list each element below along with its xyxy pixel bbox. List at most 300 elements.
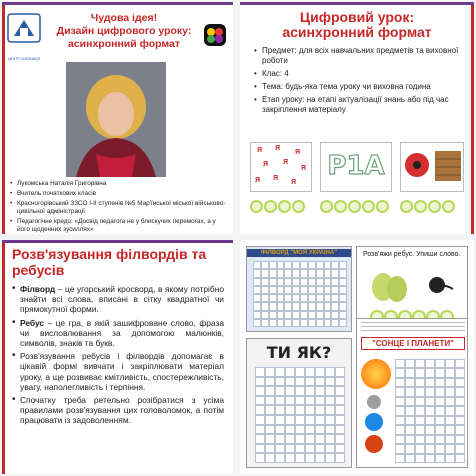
- grid-cell: [295, 425, 305, 435]
- grid-cell: [405, 359, 415, 368]
- grid-cell: [339, 311, 347, 319]
- definition: – це угорський кросворд, в якому потрібно знайти всі слова, вписані в сітку квадратної чи прямокутної форми.: [20, 284, 224, 315]
- grid-cell: [261, 311, 269, 319]
- title-line-3: асинхронний формат: [67, 38, 180, 50]
- grid-cell: [261, 278, 269, 286]
- grid-cell: [315, 367, 325, 377]
- grid-cell: [339, 294, 347, 302]
- grid-cell: [445, 435, 455, 444]
- grid-cell: [277, 278, 285, 286]
- grid-cell: [395, 368, 405, 377]
- grid-cell: [425, 406, 435, 415]
- grid-cell: [331, 286, 339, 294]
- grid-cell: [300, 261, 308, 269]
- top-bar: [2, 2, 233, 5]
- grid-cell: [275, 434, 285, 444]
- grid-cell: [315, 377, 325, 387]
- grid-cell: [292, 294, 300, 302]
- grid-cell: [292, 311, 300, 319]
- slide-title: Розв'язування філвордів та ребусів: [12, 246, 207, 278]
- grid-cell: [445, 359, 455, 368]
- grid-cell: [292, 286, 300, 294]
- slide-intro: [2, 2, 233, 234]
- title-line-1: Цифровий урок:: [299, 9, 415, 25]
- grid-cell: [445, 425, 455, 434]
- grid-cell: [405, 454, 415, 463]
- grid-cell: [255, 425, 265, 435]
- grid-cell: [315, 405, 325, 415]
- grid-cell: [292, 319, 300, 327]
- rebus-title: Розв'яжи ребус. Упиши слово.: [363, 251, 461, 258]
- grid-cell: [425, 425, 435, 434]
- grid-cell: [405, 406, 415, 415]
- grid-cell: [253, 311, 261, 319]
- grid-cell: [325, 396, 335, 406]
- grid-cell: [255, 405, 265, 415]
- grid-cell: [405, 378, 415, 387]
- answer-cell: [428, 200, 441, 213]
- grid-cell: [305, 396, 315, 406]
- grid-cell: [308, 302, 316, 310]
- grid-cell: [255, 367, 265, 377]
- grid-cell: [316, 319, 324, 327]
- grid-cell: [435, 425, 445, 434]
- grid-cell: [455, 435, 465, 444]
- paragraph-text: Спочатку треба ретельно розібратися з усіма правилами розв'язування цих головоломок, а потім працювати із задоволенням.: [20, 395, 224, 426]
- grid-cell: [395, 454, 405, 463]
- teacher-photo: [66, 62, 166, 177]
- grid-cell: [324, 311, 332, 319]
- logo-caption: ЦЕНТР ЗАЛІЗНИЦЯ: [8, 57, 40, 61]
- grid-cell: [435, 378, 445, 387]
- grid-cell: [335, 434, 345, 444]
- grid-cell: [425, 435, 435, 444]
- grid-cell: [455, 378, 465, 387]
- grid-cell: [284, 311, 292, 319]
- grid-cell: [255, 415, 265, 425]
- grid-cell: [292, 261, 300, 269]
- grid-cell: [455, 387, 465, 396]
- answer-cell: [320, 200, 333, 213]
- grid-cell: [405, 435, 415, 444]
- grid-cell: [277, 261, 285, 269]
- grid-cell: [425, 444, 435, 453]
- grid-cell: [316, 278, 324, 286]
- grid-cell: [284, 261, 292, 269]
- grid-cell: [339, 261, 347, 269]
- grid-cell: [316, 269, 324, 277]
- puzzle-letter: Я: [301, 165, 307, 172]
- teacher-school: • Красногорівський ЗЗСО І-ІІ ступенів №5 Мар'їнської міської військово-цивільної адміністрації: [10, 200, 228, 216]
- grid-cell: [316, 261, 324, 269]
- grid-cell: [265, 453, 275, 463]
- grid-cell: [308, 261, 316, 269]
- grid-cell: [335, 396, 345, 406]
- grid-cell: [295, 444, 305, 454]
- puzzle-letter: Я: [291, 179, 297, 186]
- grid-cell: [455, 416, 465, 425]
- filvord-ukraine: [246, 246, 352, 332]
- grid-cell: [295, 415, 305, 425]
- grid-cell: [455, 359, 465, 368]
- grid-cell: [265, 367, 275, 377]
- grid-cell: [275, 386, 285, 396]
- grid-cell: [261, 261, 269, 269]
- grid-cell: [269, 278, 277, 286]
- grid-cell: [285, 405, 295, 415]
- grid-cell: [285, 377, 295, 387]
- grid-cell: [255, 453, 265, 463]
- grid-cell: [325, 434, 335, 444]
- grid-cell: [255, 434, 265, 444]
- grid-cell: [316, 294, 324, 302]
- grid-cell: [277, 286, 285, 294]
- definition: – це гра, в якій зашифроване слово, фраза чи висловлювання за допомогою малюнків, символів, знаків та букв.: [20, 317, 224, 349]
- grid-cell: [425, 368, 435, 377]
- grid-cell: [425, 454, 435, 463]
- grid-cell: [275, 444, 285, 454]
- sun-planets-filvord: [356, 318, 468, 468]
- grid-cell: [284, 269, 292, 277]
- grid-cell: [415, 359, 425, 368]
- grid-cell: [325, 386, 335, 396]
- lesson-topic: • Тема: будь-яка тема уроку чи виховна година: [254, 82, 464, 92]
- answer-cell: [250, 200, 263, 213]
- grid-cell: [285, 396, 295, 406]
- grid-cell: [305, 377, 315, 387]
- grid-cell: [455, 406, 465, 415]
- grid-cell: [455, 397, 465, 406]
- grid-cell: [331, 319, 339, 327]
- grid-cell: [305, 444, 315, 454]
- grid-cell: [331, 261, 339, 269]
- grid-cell: [295, 434, 305, 444]
- grid-cell: [255, 396, 265, 406]
- answer-cell: [442, 200, 455, 213]
- grid-cell: [305, 367, 315, 377]
- grid-cell: [255, 386, 265, 396]
- teacher-info-list: [10, 180, 228, 234]
- grid-cell: [425, 378, 435, 387]
- grid-cell: [269, 319, 277, 327]
- grid-cell: [315, 453, 325, 463]
- grid-cell: [405, 397, 415, 406]
- grid-cell: [265, 377, 275, 387]
- filvord-definition: [12, 284, 224, 315]
- instructions-text: [361, 322, 465, 334]
- puzzle-letter: Я: [257, 147, 263, 154]
- puzzle-letter: Я: [273, 175, 279, 182]
- grid-cell: [253, 278, 261, 286]
- grid-cell: [445, 444, 455, 453]
- grid-cell: [331, 278, 339, 286]
- grid-cell: [277, 294, 285, 302]
- grid-cell: [300, 311, 308, 319]
- answer-rings-2: [320, 200, 389, 214]
- puzzle-letter: Я: [255, 177, 261, 184]
- grid-cell: [261, 269, 269, 277]
- grid-cell: [415, 368, 425, 377]
- filvord-grid: [253, 261, 347, 327]
- grid-cell: [275, 425, 285, 435]
- grid-cell: [335, 377, 345, 387]
- grid-cell: [284, 302, 292, 310]
- grid-cell: [284, 278, 292, 286]
- grid-cell: [435, 454, 445, 463]
- grid-cell: [415, 444, 425, 453]
- slide-examples: [240, 240, 474, 474]
- grid-cell: [275, 367, 285, 377]
- grid-cell: [269, 311, 277, 319]
- slide-title: [44, 12, 204, 51]
- grid-cell: [300, 278, 308, 286]
- answer-cell: [376, 200, 389, 213]
- grid-cell: [335, 405, 345, 415]
- side-bar: [2, 243, 5, 474]
- grid-cell: [335, 453, 345, 463]
- grid-cell: [265, 444, 275, 454]
- grid-cell: [324, 286, 332, 294]
- grid-cell: [295, 405, 305, 415]
- slide-filvord-rebus: [2, 240, 233, 474]
- grid-cell: [305, 415, 315, 425]
- grid-cell: [269, 286, 277, 294]
- grid-cell: [284, 286, 292, 294]
- grid-cell: [253, 269, 261, 277]
- top-bar: [240, 2, 474, 5]
- grid-cell: [275, 405, 285, 415]
- grid-cell: [425, 397, 435, 406]
- grid-cell: [284, 319, 292, 327]
- grid-cell: [445, 387, 455, 396]
- lesson-subject: • Предмет: для всіх навчальних предметів та виховної роботи: [254, 46, 464, 66]
- grid-cell: [284, 294, 292, 302]
- grid-cell: [315, 386, 325, 396]
- grid-cell: [435, 444, 445, 453]
- grid-cell: [415, 378, 425, 387]
- grid-cell: [265, 415, 275, 425]
- grid-cell: [269, 294, 277, 302]
- grid-cell: [425, 387, 435, 396]
- grid-cell: [265, 425, 275, 435]
- grid-cell: [315, 415, 325, 425]
- grid-cell: [265, 434, 275, 444]
- grid-cell: [331, 311, 339, 319]
- grid-cell: [445, 416, 455, 425]
- grid-cell: [308, 319, 316, 327]
- lesson-stage: • Етап уроку: на етапі актуалізації знань або під час закріплення матеріалу: [254, 95, 464, 115]
- planet-icon: [365, 435, 383, 453]
- grid-cell: [395, 387, 405, 396]
- grid-cell: [324, 261, 332, 269]
- slide-title: [250, 10, 464, 40]
- grid-cell: [339, 286, 347, 294]
- answer-cell: [348, 200, 361, 213]
- grid-cell: [300, 269, 308, 277]
- grid-cell: [295, 453, 305, 463]
- grid-cell: [305, 453, 315, 463]
- grid-cell: [395, 397, 405, 406]
- grid-cell: [316, 311, 324, 319]
- benefits-paragraph: [12, 351, 224, 392]
- grid-cell: [300, 294, 308, 302]
- planets-title: "СОНЦЕ І ПЛАНЕТИ": [361, 337, 465, 350]
- puzzle-text: Р1А: [327, 151, 385, 181]
- filvord-title: ФІЛВОРД "МОЯ УКРАЇНА": [247, 249, 351, 257]
- grid-cell: [316, 286, 324, 294]
- sun-icon: [361, 359, 391, 389]
- grid-cell: [261, 302, 269, 310]
- puzzle-letter: Я: [283, 159, 289, 166]
- grid-cell: [316, 302, 324, 310]
- grid-cell: [415, 416, 425, 425]
- grid-cell: [455, 444, 465, 453]
- grid-cell: [435, 406, 445, 415]
- grid-cell: [335, 386, 345, 396]
- grid-cell: [445, 397, 455, 406]
- grid-cell: [277, 319, 285, 327]
- top-bar: [2, 240, 233, 243]
- grid-cell: [455, 454, 465, 463]
- grid-cell: [261, 286, 269, 294]
- grid-cell: [285, 386, 295, 396]
- grid-cell: [435, 435, 445, 444]
- grid-cell: [324, 269, 332, 277]
- grid-cell: [415, 425, 425, 434]
- grid-cell: [285, 415, 295, 425]
- apps-logo: [204, 24, 226, 46]
- grid-cell: [308, 269, 316, 277]
- grid-cell: [255, 377, 265, 387]
- title-line-2: Дизайн цифрового уроку:: [56, 25, 192, 37]
- grid-cell: [331, 269, 339, 277]
- grid-cell: [415, 397, 425, 406]
- grid-cell: [325, 377, 335, 387]
- title-line-1: Чудова ідея!: [90, 12, 158, 24]
- grid-cell: [315, 444, 325, 454]
- title-line-2: асинхронний формат: [282, 24, 432, 40]
- letter-puzzle: [250, 142, 312, 192]
- grid-cell: [269, 269, 277, 277]
- grid-cell: [335, 415, 345, 425]
- answer-cell: [400, 200, 413, 213]
- grid-cell: [335, 367, 345, 377]
- grid-cell: [308, 294, 316, 302]
- tyiak-filvord: [246, 338, 352, 468]
- slide-body: [12, 284, 224, 429]
- grid-cell: [435, 368, 445, 377]
- grid-cell: [285, 453, 295, 463]
- grid-cell: [324, 294, 332, 302]
- grid-cell: [261, 294, 269, 302]
- grid-cell: [445, 368, 455, 377]
- grid-cell: [300, 302, 308, 310]
- grid-cell: [269, 261, 277, 269]
- grid-cell: [395, 435, 405, 444]
- grid-cell: [275, 415, 285, 425]
- outline-text-puzzle: [320, 142, 392, 192]
- grid-cell: [415, 454, 425, 463]
- grid-cell: [315, 434, 325, 444]
- grid-cell: [335, 444, 345, 454]
- answer-cell: [264, 200, 277, 213]
- grid-cell: [339, 302, 347, 310]
- lesson-grade: • Клас: 4: [254, 69, 464, 79]
- grid-cell: [395, 359, 405, 368]
- grid-cell: [275, 453, 285, 463]
- puzzle-letter: Я: [275, 145, 281, 152]
- puzzle-letter: Я: [263, 161, 269, 168]
- grid-cell: [435, 387, 445, 396]
- grid-cell: [325, 405, 335, 415]
- answer-cell: [292, 200, 305, 213]
- answer-rings-3: [400, 200, 455, 214]
- grid-cell: [285, 425, 295, 435]
- planet-icon: [365, 413, 383, 431]
- grid-cell: [285, 444, 295, 454]
- grid-cell: [300, 286, 308, 294]
- grid-cell: [331, 294, 339, 302]
- grid-cell: [415, 406, 425, 415]
- answer-cell: [278, 200, 291, 213]
- grid-cell: [253, 286, 261, 294]
- grid-cell: [277, 302, 285, 310]
- grid-cell: [295, 386, 305, 396]
- grid-cell: [445, 378, 455, 387]
- grid-cell: [292, 269, 300, 277]
- grid-cell: [324, 319, 332, 327]
- grid-cell: [308, 311, 316, 319]
- grid-cell: [269, 302, 277, 310]
- grid-cell: [325, 415, 335, 425]
- grid-cell: [265, 386, 275, 396]
- grid-cell: [315, 425, 325, 435]
- grid-cell: [277, 311, 285, 319]
- grid-cell: [415, 387, 425, 396]
- grid-cell: [305, 405, 315, 415]
- picture-puzzle: [400, 142, 464, 192]
- grid-cell: [445, 406, 455, 415]
- teacher-position: • Вчитель початкових класів: [10, 190, 228, 198]
- puzzle-letter: Я: [295, 149, 301, 156]
- side-bar: [471, 5, 474, 234]
- grid-cell: [285, 367, 295, 377]
- grid-cell: [324, 278, 332, 286]
- grid-cell: [395, 444, 405, 453]
- grid-cell: [455, 425, 465, 434]
- grid-cell: [395, 378, 405, 387]
- grid-cell: [261, 319, 269, 327]
- grid-cell: [339, 319, 347, 327]
- grid-cell: [277, 269, 285, 277]
- grid-cell: [405, 416, 415, 425]
- grid-cell: [325, 367, 335, 377]
- planet-icon: [367, 395, 381, 409]
- term: Філворд: [20, 284, 56, 294]
- lesson-details-list: [254, 46, 464, 118]
- grid-cell: [295, 367, 305, 377]
- grid-cell: [285, 434, 295, 444]
- grid-cell: [275, 377, 285, 387]
- teacher-credo: • Педагогічне кредо: «Досвід педагога не у блискучих перемогах, а у його щоденних зусиллях»: [10, 218, 228, 234]
- answer-cell: [334, 200, 347, 213]
- advice-paragraph: [12, 395, 224, 426]
- grid-cell: [395, 425, 405, 434]
- grid-cell: [253, 319, 261, 327]
- teacher-name: • Лукомська Наталія Григорівна: [10, 180, 228, 188]
- grid-cell: [253, 294, 261, 302]
- grid-cell: [395, 406, 405, 415]
